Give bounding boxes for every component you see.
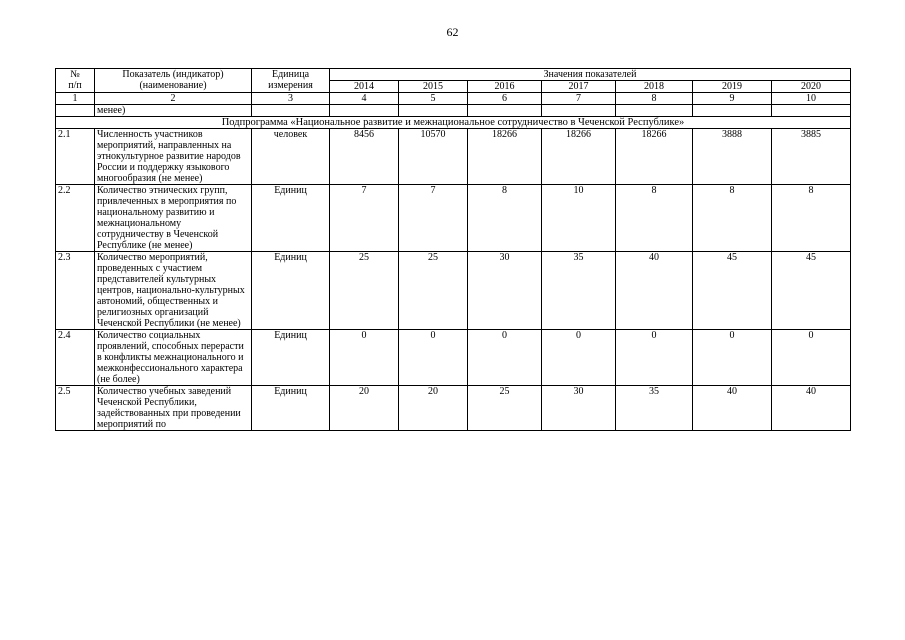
column-number: 8 (616, 93, 693, 105)
column-number: 1 (56, 93, 95, 105)
row-unit: Единиц (252, 330, 330, 386)
row-indicator: Количество мероприятий, проведенных с участием представителей культурных центров, национально-культурных автономий, общественных и религиозных организаций Чеченской Республики (не менее) (95, 252, 252, 330)
header-year: 2014 (330, 81, 399, 93)
row-value: 0 (330, 330, 399, 386)
row-value: 10570 (399, 129, 468, 185)
row-unit: человек (252, 129, 330, 185)
row-value: 30 (468, 252, 542, 330)
row-value: 35 (616, 386, 693, 431)
row-value: 8 (772, 185, 851, 252)
row-value: 8456 (330, 129, 399, 185)
row-value: 3885 (772, 129, 851, 185)
row-value: 40 (693, 386, 772, 431)
continuation-text: менее) (95, 105, 252, 117)
row-value: 8 (616, 185, 693, 252)
row-number: 2.3 (56, 252, 95, 330)
header-unit-cell (252, 69, 330, 93)
row-value: 18266 (468, 129, 542, 185)
indicators-table (55, 68, 851, 431)
header-indicator-line2: (наименование) (139, 80, 207, 91)
header-year: 2015 (399, 81, 468, 93)
header-num-cell (56, 69, 95, 93)
column-number: 10 (772, 93, 851, 105)
row-number: 2.5 (56, 386, 95, 431)
row-value: 45 (693, 252, 772, 330)
row-value: 7 (399, 185, 468, 252)
header-num-line2: п/п (68, 80, 82, 91)
header-year: 2016 (468, 81, 542, 93)
row-indicator: Количество социальных проявлений, способных перерасти в конфликты межнационального и межконфессионального характера (не более) (95, 330, 252, 386)
row-value: 0 (468, 330, 542, 386)
header-values-group: Значения показателей (330, 69, 851, 81)
row-unit: Единиц (252, 252, 330, 330)
row-value: 40 (772, 386, 851, 431)
subprogram-row (56, 117, 851, 129)
continuation-empty-cell (772, 105, 851, 117)
row-value: 25 (468, 386, 542, 431)
header-year: 2018 (616, 81, 693, 93)
row-value: 20 (399, 386, 468, 431)
header-num-line1: № (70, 69, 80, 80)
header-unit-line1: Единица (271, 69, 310, 80)
row-value: 0 (399, 330, 468, 386)
row-number: 2.1 (56, 129, 95, 185)
continuation-empty-cell (468, 105, 542, 117)
column-number: 3 (252, 93, 330, 105)
table-row (56, 129, 851, 185)
column-number: 2 (95, 93, 252, 105)
subprogram-title: Подпрограмма «Национальное развитие и межнациональное сотрудничество в Чеченской Республике» (56, 117, 851, 129)
header-year: 2019 (693, 81, 772, 93)
row-number: 2.4 (56, 330, 95, 386)
continuation-empty-cell (616, 105, 693, 117)
row-indicator: Количество этнических групп, привлеченных в мероприятия по национальному развитию и межнациональному сотрудничеству в Чеченской Республике (не менее) (95, 185, 252, 252)
continuation-empty-cell (542, 105, 616, 117)
continuation-row (56, 105, 851, 117)
header-unit-line2: измерения (268, 80, 313, 91)
continuation-num-cell (56, 105, 95, 117)
row-unit: Единиц (252, 185, 330, 252)
column-number: 6 (468, 93, 542, 105)
row-number: 2.2 (56, 185, 95, 252)
continuation-empty-cell (330, 105, 399, 117)
header-year: 2017 (542, 81, 616, 93)
row-value: 8 (693, 185, 772, 252)
header-indicator-cell (95, 69, 252, 93)
continuation-empty-cell (693, 105, 772, 117)
row-value: 0 (616, 330, 693, 386)
header-year: 2020 (772, 81, 851, 93)
table-row (56, 252, 851, 330)
row-value: 35 (542, 252, 616, 330)
row-indicator: Численность участников мероприятий, направленных на этнокультурное развитие народов России и поддержку языкового многообразия (не менее) (95, 129, 252, 185)
row-value: 0 (772, 330, 851, 386)
row-value: 18266 (542, 129, 616, 185)
row-value: 45 (772, 252, 851, 330)
header-row-1 (56, 69, 851, 81)
column-number: 4 (330, 93, 399, 105)
table-row (56, 185, 851, 252)
row-value: 18266 (616, 129, 693, 185)
row-value: 40 (616, 252, 693, 330)
row-value: 0 (542, 330, 616, 386)
column-number: 9 (693, 93, 772, 105)
row-value: 3888 (693, 129, 772, 185)
column-number: 7 (542, 93, 616, 105)
row-value: 0 (693, 330, 772, 386)
row-value: 25 (330, 252, 399, 330)
table-row (56, 330, 851, 386)
row-indicator: Количество учебных заведений Чеченской Республики, задействованных при проведении мероприятий по (95, 386, 252, 431)
row-unit: Единиц (252, 386, 330, 431)
page-number: 62 (446, 25, 459, 39)
continuation-empty-cell (399, 105, 468, 117)
row-value: 7 (330, 185, 399, 252)
row-value: 30 (542, 386, 616, 431)
table-row (56, 386, 851, 431)
continuation-empty-cell (252, 105, 330, 117)
row-value: 25 (399, 252, 468, 330)
row-value: 20 (330, 386, 399, 431)
row-value: 10 (542, 185, 616, 252)
row-value: 8 (468, 185, 542, 252)
header-indicator-line1: Показатель (индикатор) (122, 69, 224, 80)
column-numbers-row (56, 93, 851, 105)
column-number: 5 (399, 93, 468, 105)
